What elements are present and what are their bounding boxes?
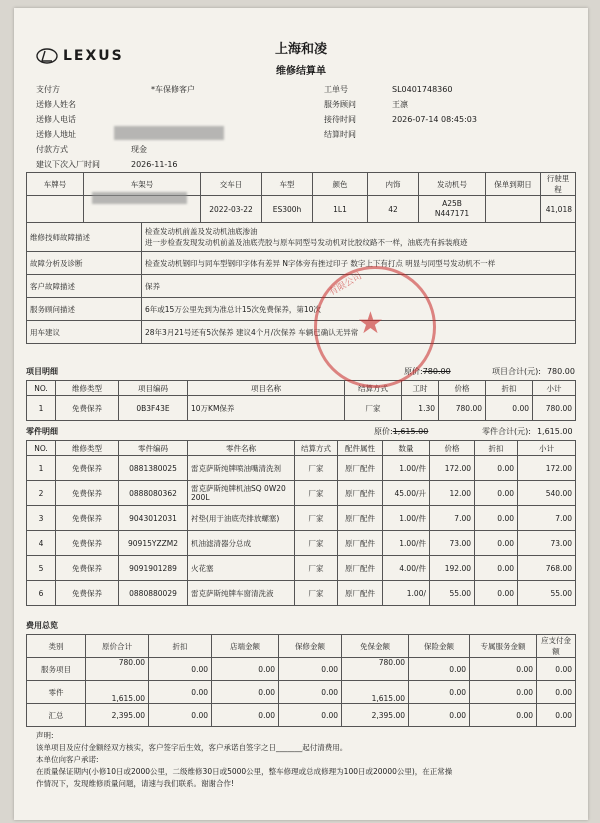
fees-row: [27, 681, 576, 704]
parts-cell: 7.00: [518, 506, 576, 531]
fees-cell: 0.00: [279, 704, 342, 727]
items-original-label: 原价:: [404, 367, 423, 376]
parts-row: [27, 556, 576, 581]
parts-cell: 免费保养: [56, 456, 119, 481]
parts-header-row: [27, 441, 576, 456]
info-value: [384, 127, 574, 142]
parts-cell: 55.00: [430, 581, 475, 606]
order-info: [324, 82, 574, 142]
vehicle-value-cell: A25B N447171: [419, 196, 486, 223]
info-label: 接待时间: [324, 115, 356, 124]
parts-cell: 1: [27, 456, 56, 481]
redacted-vin: [92, 192, 187, 204]
fees-header-cell: 原价合计: [86, 635, 149, 658]
info-row: [36, 82, 316, 97]
parts-cell: 原厂配件: [338, 481, 383, 506]
fees-cell: 0.00: [537, 681, 576, 704]
info-label: 付款方式: [36, 145, 68, 154]
document-title: 维修结算单: [276, 66, 326, 77]
diagnosis-value: 保养: [142, 275, 576, 298]
parts-cell: 免费保养: [56, 556, 119, 581]
fees-cell: 0.00: [279, 658, 342, 681]
fees-cell: 0.00: [537, 704, 576, 727]
parts-cell: 9043012031: [119, 506, 188, 531]
items-header-cell: 工时: [402, 381, 439, 396]
items-header-cell: 结算方式: [345, 381, 402, 396]
parts-cell: 原厂配件: [338, 456, 383, 481]
vehicle-header-cell: 车牌号: [27, 173, 84, 196]
parts-cell: 免费保养: [56, 506, 119, 531]
vehicle-value-cell: 42: [368, 196, 419, 223]
parts-header-cell: 小计: [518, 441, 576, 456]
vehicle-value-cell: 2022-03-22: [201, 196, 262, 223]
parts-cell: 火花塞: [188, 556, 295, 581]
parts-cell: 原厂配件: [338, 556, 383, 581]
parts-cell: 原厂配件: [338, 506, 383, 531]
fees-cell: 780.00: [342, 658, 409, 681]
parts-header-cell: 价格: [430, 441, 475, 456]
declaration-line: 该单项目及应付金额经双方核实，客户签字后生效，客户承诺自签字之日_______起付清费用。: [36, 743, 348, 752]
items-section-title: 项目明细: [26, 367, 58, 376]
info-row: [36, 157, 316, 172]
items-row: [27, 396, 576, 421]
parts-original-value: 1,615.00: [392, 427, 429, 436]
info-label: 工单号: [324, 85, 348, 94]
seal-text: 有限公司: [327, 271, 364, 299]
parts-cell: 免费保养: [56, 531, 119, 556]
redacted-address: [114, 126, 224, 140]
parts-cell: 73.00: [518, 531, 576, 556]
items-cell: 0.00: [486, 396, 533, 421]
fees-header-row: [27, 635, 576, 658]
vehicle-header-cell: 发动机号: [419, 173, 486, 196]
parts-header-cell: NO.: [27, 441, 56, 456]
items-header-cell: NO.: [27, 381, 56, 396]
info-value: *车保修客户: [151, 85, 195, 94]
items-header-cell: 小计: [533, 381, 576, 396]
parts-cell: 0.00: [475, 456, 518, 481]
fees-section-title: 费用总览: [26, 621, 58, 630]
parts-cell: 4.00/件: [383, 556, 430, 581]
parts-header-cell: 零件编码: [119, 441, 188, 456]
parts-cell: 4: [27, 531, 56, 556]
diagnosis-label: 客户故障描述: [27, 275, 142, 298]
diagnosis-value: 28年3月21号还有5次保养 建议4个月/次保养 车辆已确认无异常: [142, 321, 576, 344]
info-row: [36, 112, 316, 127]
info-label: 送修人姓名: [36, 100, 76, 109]
fees-header-cell: 保修金额: [279, 635, 342, 658]
parts-cell: 192.00: [430, 556, 475, 581]
parts-cell: 12.00: [430, 481, 475, 506]
parts-cell: 0888080362: [119, 481, 188, 506]
vehicle-header-cell: 车型: [262, 173, 313, 196]
parts-cell: 厂家: [295, 531, 338, 556]
diagnosis-row: [27, 321, 576, 344]
parts-section-title: 零件明细: [26, 427, 58, 436]
parts-total: [482, 426, 573, 437]
diagnosis-label: 故障分析及诊断: [27, 252, 142, 275]
parts-total-value: 1,615.00: [536, 427, 573, 436]
fees-header-cell: 专属服务金额: [470, 635, 537, 658]
items-header-cell: 维修类型: [56, 381, 119, 396]
fees-row: [27, 704, 576, 727]
fees-header-cell: 应支付金额: [537, 635, 576, 658]
parts-cell: 原厂配件: [338, 531, 383, 556]
info-row: [36, 142, 316, 157]
fees-cell: 0.00: [409, 681, 470, 704]
parts-cell: 免费保养: [56, 481, 119, 506]
items-header-cell: 项目编码: [119, 381, 188, 396]
declaration: [36, 730, 576, 790]
parts-cell: 55.00: [518, 581, 576, 606]
vehicle-header-cell: 交车日: [201, 173, 262, 196]
fees-cell: 2,395.00: [342, 704, 409, 727]
fees-row: [27, 658, 576, 681]
items-cell: 1: [27, 396, 56, 421]
parts-cell: 1.00/件: [383, 456, 430, 481]
parts-cell: 0.00: [475, 556, 518, 581]
parts-header-cell: 维修类型: [56, 441, 119, 456]
parts-cell: 厂家: [295, 456, 338, 481]
parts-original-price: [374, 426, 428, 437]
parts-cell: 73.00: [430, 531, 475, 556]
items-header-cell: 折扣: [486, 381, 533, 396]
vehicle-header-cell: 保单到期日: [486, 173, 541, 196]
items-cell: 厂家: [345, 396, 402, 421]
fees-cell: 汇总: [27, 704, 86, 727]
diagnosis-row: [27, 252, 576, 275]
diagnosis-label: 维修技师故障描述: [27, 223, 142, 252]
info-row: [324, 127, 574, 142]
diagnosis-row: [27, 223, 576, 252]
info-label: 送修人电话: [36, 115, 76, 124]
parts-header-cell: 数量: [383, 441, 430, 456]
info-label: 支付方: [36, 85, 60, 94]
parts-cell: 机油滤清器分总成: [188, 531, 295, 556]
vehicle-header-cell: 行驶里程: [541, 173, 576, 196]
parts-cell: 3: [27, 506, 56, 531]
fees-cell: 服务项目: [27, 658, 86, 681]
parts-cell: 雷克萨斯纯牌车窗清洗液: [188, 581, 295, 606]
info-value: 王凛: [392, 100, 408, 109]
fees-cell: 0.00: [212, 704, 279, 727]
settlement-sheet: [14, 8, 588, 820]
parts-header-cell: 结算方式: [295, 441, 338, 456]
parts-cell: 雷克萨斯纯牌机油SQ 0W20 200L: [188, 481, 295, 506]
fees-cell: 0.00: [409, 704, 470, 727]
parts-cell: 0.00: [475, 481, 518, 506]
info-row: [324, 82, 574, 97]
items-header-cell: 价格: [439, 381, 486, 396]
parts-cell: 免费保养: [56, 581, 119, 606]
fees-table: [26, 634, 576, 727]
fees-cell: 0.00: [470, 704, 537, 727]
parts-cell: 0.00: [475, 506, 518, 531]
parts-cell: 172.00: [518, 456, 576, 481]
diagnosis-value: 检查发动机前盖及发动机油底渗油 进一步检查发现发动机前盖及油底壳胶与原车同型号发动机对比胶纹路不一样，油底壳有拆装痕迹: [142, 223, 576, 252]
fees-cell: 0.00: [212, 658, 279, 681]
fees-cell: 0.00: [537, 658, 576, 681]
parts-cell: 7.00: [430, 506, 475, 531]
parts-cell: 衬垫(用于油底壳排放螺塞): [188, 506, 295, 531]
vehicle-value-cell: [486, 196, 541, 223]
fees-header-cell: 类别: [27, 635, 86, 658]
fees-cell: 0.00: [149, 658, 212, 681]
fees-cell: 0.00: [149, 704, 212, 727]
fees-cell: 零件: [27, 681, 86, 704]
info-value: 2026-11-16: [131, 160, 178, 169]
fees-header-cell: 免保金额: [342, 635, 409, 658]
items-header-cell: 项目名称: [188, 381, 345, 396]
parts-cell: 厂家: [295, 581, 338, 606]
parts-row: [27, 456, 576, 481]
declaration-title: 声明:: [36, 731, 54, 740]
vehicle-value-cell: 41,018: [541, 196, 576, 223]
parts-cell: 0881380025: [119, 456, 188, 481]
parts-table: [26, 440, 576, 606]
fees-cell: 1,615.00: [342, 681, 409, 704]
items-cell: 780.00: [439, 396, 486, 421]
diagnosis-label: 用车建议: [27, 321, 142, 344]
company-seal: [314, 266, 436, 388]
fees-cell: 0.00: [409, 658, 470, 681]
parts-cell: 45.00/升: [383, 481, 430, 506]
parts-cell: 0880880029: [119, 581, 188, 606]
brand-text: LEXUS: [63, 48, 124, 64]
fees-cell: 0.00: [212, 681, 279, 704]
fees-cell: 1,615.00: [86, 681, 149, 704]
declaration-line: 在质量保证期内(小修10日或2000公里，二级维修30日或5000公里，整车修理或总成修理为100日或20000公里)，在正常操: [36, 767, 453, 776]
parts-cell: 0.00: [475, 531, 518, 556]
items-total: [492, 366, 575, 377]
diagnosis-table: [26, 222, 576, 344]
parts-cell: 5: [27, 556, 56, 581]
vehicle-header-cell: 车架号: [84, 173, 201, 196]
diagnosis-row: [27, 275, 576, 298]
fees-header-cell: 折扣: [149, 635, 212, 658]
items-cell: 免费保养: [56, 396, 119, 421]
items-original-value: 780.00: [422, 367, 451, 376]
parts-row: [27, 506, 576, 531]
items-cell: 780.00: [533, 396, 576, 421]
fees-cell: 780.00: [86, 658, 149, 681]
info-label: 送修人地址: [36, 130, 76, 139]
items-cell: 10万KM保养: [188, 396, 345, 421]
declaration-line: 本单位向客户承诺:: [36, 755, 99, 764]
info-value: SL0401748360: [392, 85, 453, 94]
vehicle-value-cell: 1L1: [313, 196, 368, 223]
items-cell: 1.30: [402, 396, 439, 421]
fees-cell: 0.00: [149, 681, 212, 704]
parts-original-label: 原价:: [374, 427, 393, 436]
parts-header-cell: 配件属性: [338, 441, 383, 456]
fees-cell: 0.00: [470, 658, 537, 681]
parts-cell: 雷克萨斯纯牌喷油嘴清洗剂: [188, 456, 295, 481]
parts-row: [27, 481, 576, 506]
seal-star-icon: ★: [357, 306, 384, 341]
fees-cell: 2,395.00: [86, 704, 149, 727]
vehicle-value-cell: ES300h: [262, 196, 313, 223]
parts-cell: 6: [27, 581, 56, 606]
fees-header-cell: 保险金额: [409, 635, 470, 658]
diagnosis-value: 检查发动机钢印与同车型钢印字体有差异 N字体旁有挫过印子 数字上下有打点 明显与同型号发动机不一样: [142, 252, 576, 275]
fees-header-cell: 店端金额: [212, 635, 279, 658]
parts-cell: 厂家: [295, 481, 338, 506]
parts-cell: 1.00/件: [383, 531, 430, 556]
parts-cell: 厂家: [295, 506, 338, 531]
parts-cell: 原厂配件: [338, 581, 383, 606]
info-value: [116, 97, 316, 112]
info-label: 结算时间: [324, 130, 356, 139]
items-total-label: 项目合计(元):: [492, 367, 541, 376]
parts-total-label: 零件合计(元):: [482, 427, 531, 436]
info-row: [36, 97, 316, 112]
parts-row: [27, 581, 576, 606]
vehicle-value-cell: [27, 196, 84, 223]
diagnosis-label: 服务顾问描述: [27, 298, 142, 321]
parts-row: [27, 531, 576, 556]
items-total-value: 780.00: [546, 367, 575, 376]
parts-header-cell: 折扣: [475, 441, 518, 456]
items-table: [26, 380, 576, 421]
declaration-line: 作情况下，发现维修质量问题，请速与我们联系。谢谢合作!: [36, 779, 235, 788]
items-cell: 0B3F43E: [119, 396, 188, 421]
parts-cell: 172.00: [430, 456, 475, 481]
info-value: 现金: [131, 145, 147, 154]
diagnosis-row: [27, 298, 576, 321]
parts-cell: 90915YZZM2: [119, 531, 188, 556]
parts-cell: 2: [27, 481, 56, 506]
diagnosis-value: 6年或15万公里先到为准总计15次免费保养，第10次: [142, 298, 576, 321]
fees-cell: 0.00: [470, 681, 537, 704]
info-label: 服务顾问: [324, 100, 356, 109]
parts-cell: 1.00/: [383, 581, 430, 606]
info-row: [324, 112, 574, 127]
parts-cell: 540.00: [518, 481, 576, 506]
info-value: 2026-07-14 08:45:03: [392, 115, 477, 124]
parts-header-cell: 零件名称: [188, 441, 295, 456]
info-value: [116, 112, 316, 127]
parts-cell: 0.00: [475, 581, 518, 606]
vehicle-header-cell: 内饰: [368, 173, 419, 196]
fees-cell: 0.00: [279, 681, 342, 704]
info-label: 建议下次入厂时间: [36, 160, 100, 169]
vehicle-header-cell: 颜色: [313, 173, 368, 196]
parts-cell: 9091901289: [119, 556, 188, 581]
items-header-row: [27, 381, 576, 396]
info-row: [324, 97, 574, 112]
parts-cell: 1.00/件: [383, 506, 430, 531]
company-name: 上海和凌: [274, 42, 327, 57]
parts-cell: 厂家: [295, 556, 338, 581]
parts-cell: 768.00: [518, 556, 576, 581]
